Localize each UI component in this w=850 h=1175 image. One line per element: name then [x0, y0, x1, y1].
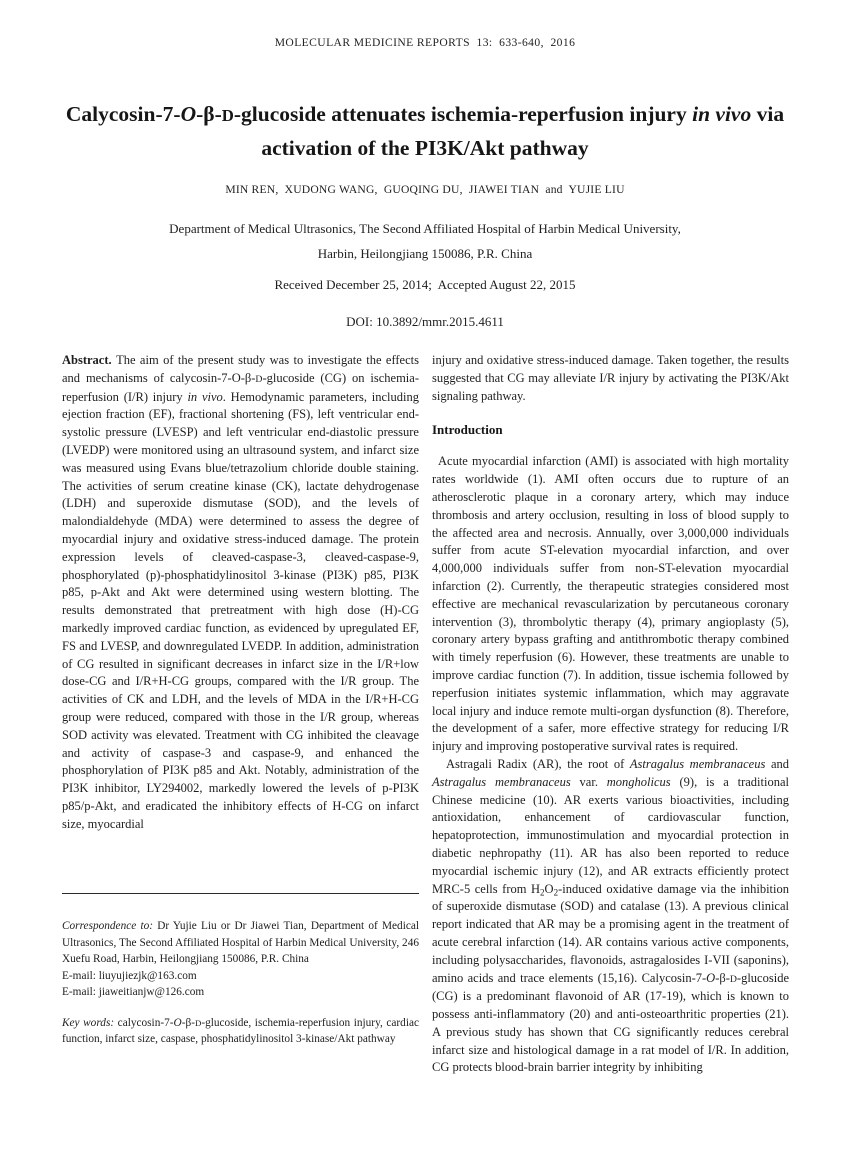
- authors-line: MIN REN, XUDONG WANG, GUOQING DU, JIAWEI TIAN and YUJIE LIU: [225, 183, 625, 196]
- introduction-paragraph-1: Acute myocardial infarction (AMI) is associated with high mortality rates worldwide (1). AMI often occurs due to rupture of an atherosclerotic plaque in a coronary artery, which may induce thrombosis and artery occlusion, resulting in loss of blood supply to the affected area and necrosis. Annually, over 3,000,000 individuals suffer from acute ST-elevation myocardial infarction, and over 4,000,000 individuals suffer from non-ST-elevation myocardial infarction (2). Currently, the therapeutic strategies considered most effective are mechanical revascularization by percutaneous coronary intervention (3), thrombolytic therapy (4), primary angioplasty (5), coronary artery bypass grafting and antithrombotic therapy combined with timely reperfusion (6). However, these treatments are unable to improve cardiac function (7). In addition, tissue ischemia followed by reperfusion initiates systemic inflammation, which may aggravate local injury and induce remote multi-organ dysfunction (8). Therefore, the development of a safer, more effective strategy for reducing I/R injury and improving postoperative survival rates is required.: [432, 454, 789, 754]
- introduction-paragraph-2: Astragali Radix (AR), the root of Astragalus membranaceus and Astragalus membranaceus var. mongholicus (9), is a traditional Chinese medicine (10). AR exerts various bioactivities, including antioxidation, enhancement of cardiovascular function, hepatoprotection, immunostimulation and myocardial protection in diabetic nephropathy (11). AR has also been reported to reduce myocardial ischemic injury (12), and AR extracts efficiently protect MRC-5 cells from H2O2-induced oxidative damage via the inhibition of superoxide dismutase (SOD) and catalase (13). A previous clinical report indicated that AR may be a promising agent in the treatment of acute cerebral infarction (14). AR contains various active components, including polysaccharides, flavonoids, astragalosides I-VII (saponins), amino acids and trace elements (15,16). Calycosin-7-O-β-D-glucoside (CG) is a predominant flavonoid of AR (17-19), which is known to possess anti-inflammatory (20) and anti-osteoarthritic properties (21). A previous study has shown that CG significantly reduces cerebral infarct size and histological damage in a rat model of I/R. In addition, CG protects blood-brain barrier integrity by inhibiting: [432, 756, 789, 1075]
- keywords-note: Key words: calycosin-7-O-β-D-glucoside, ischemia-reperfusion injury, cardiac function, infarct size, caspase, phosphatidylinositol 3-kinase/Akt pathway: [62, 1016, 419, 1045]
- correspondence-note: Correspondence to: Dr Yujie Liu or Dr Jiawei Tian, Department of Medical Ultrasonics, The Second Affiliated Hospital of Harbin Medical University, 246 Xuefu Road, Harbin, Heilongjiang 150086, P.R. China: [62, 920, 420, 965]
- doi-line: DOI: 10.3892/mmr.2015.4611: [346, 314, 504, 329]
- left-column: [62, 352, 419, 1140]
- page-title: Calycosin-7-O-β-D-glucoside attenuates ischemia-reperfusion injury in vivo via activation of the PI3K/Akt pathway: [65, 102, 785, 160]
- abstract-continuation: injury and oxidative stress-induced damage. Taken together, the results suggested that CG may alleviate I/R injury by activating the PI3K/Akt signaling pathway.: [432, 353, 789, 403]
- affiliation-line2: Harbin, Heilongjiang 150086, P.R. China: [317, 246, 533, 261]
- email-line-1: E-mail: liuyujiezjk@163.com: [62, 969, 197, 982]
- footnote-divider: [62, 893, 419, 894]
- received-accepted-line: Received December 25, 2014; Accepted August 22, 2015: [274, 277, 576, 292]
- two-column-body: [62, 352, 789, 1140]
- footnote-block: [62, 893, 419, 1048]
- affiliation-block: [0, 216, 850, 266]
- right-column: [432, 352, 789, 1077]
- abstract-paragraph: Abstract. The aim of the present study was to investigate the effects and mechanisms of calycosin-7-O-β-D-glucoside (CG) on ischemia-reperfusion (I/R) injury in vivo. Hemodynamic parameters, including ejection fraction (EF), fractional shortening (FS), left ventricular end-systolic pressure (LVESP) and left ventricular end-diastolic pressure (LVEDP) were monitored using an ultrasound system, and infarct size was measured using Evans blue/tetrazolium chloride double staining. The activities of serum creatine kinase (CK), lactate dehydrogenase (LDH) and superoxide dismutase (SOD), and the levels of malondialdehyde (MDA) were determined to assess the degree of myocardial injury and oxidative stress-induced damage. The protein expression levels of cleaved-caspase-3, cleaved-caspase-9, phosphorylated (p)-phosphatidylinositol 3-kinase (PI3K) p85, PI3K p85, p-Akt and Akt were determined using western blotting. The results demonstrated that pretreatment with high dose (H)-CG markedly improved cardiac function, as evidenced by upregulated EF, FS and LVESP, and downregulated LVEDP. In addition, administration of CG resulted in significant decreases in infarct size in the I/R+low dose-CG and I/R+H-CG groups, compared with the I/R group. The activities of CK and LDH, and the levels of MDA in the I/R+H-CG group were reduced, compared with those in the I/R group, whereas SOD activity was elevated. Treatment with CG inhibited the cleavage and activity of caspase-3 and caspase-9, and enhanced the phosphorylation of PI3K p85 and Akt. Notably, administration of the PI3K inhibitor, LY294002, markedly lowered the levels of p-PI3K p85/p-Akt, and eradicated the inhibitory effects of H-CG on infarct size, myocardial: [62, 353, 420, 831]
- introduction-heading: Introduction: [432, 422, 503, 438]
- journal-header: MOLECULAR MEDICINE REPORTS 13: 633-640, 2016: [274, 36, 576, 49]
- email-line-2: E-mail: jiaweitianjw@126.com: [62, 986, 205, 998]
- affiliation-line1: Department of Medical Ultrasonics, The Second Affiliated Hospital of Harbin Medical University,: [169, 221, 681, 236]
